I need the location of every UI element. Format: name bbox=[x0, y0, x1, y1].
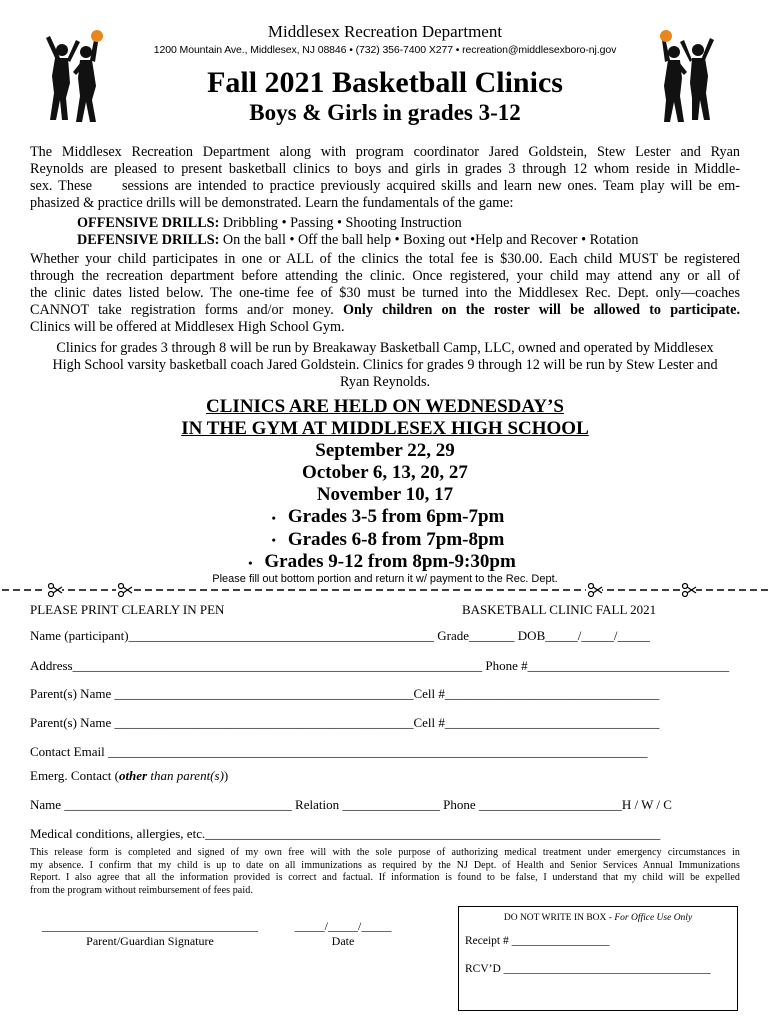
contact-email-field[interactable]: Contact Email ___________________________________________________________________________________ bbox=[30, 744, 648, 759]
date-block bbox=[284, 919, 402, 949]
offensive-label: OFFENSIVE DRILLS: bbox=[77, 215, 220, 231]
release-statement bbox=[30, 847, 740, 897]
intro-paragraph bbox=[30, 144, 740, 212]
grade-row bbox=[6, 529, 770, 552]
emergency-contact-label bbox=[30, 768, 228, 784]
page-title: Fall 2021 Basketball Clinics bbox=[207, 66, 563, 99]
participant-name-field[interactable]: Name (participant)_______________________________________________ Grade_______ DOB_____/_____/_____ bbox=[30, 628, 650, 643]
release-line: from the program without reimbursement of fees paid. bbox=[30, 884, 253, 896]
clinic-info-line: Ryan Reynolds. bbox=[339, 374, 431, 390]
clinic-info-line: High School varsity basketball coach Jared Goldstein. Clinics for grades 9 through 12 will be run by Stew Lester and bbox=[52, 357, 718, 373]
clinic-info bbox=[0, 340, 770, 391]
defensive-drills bbox=[77, 232, 638, 249]
signature-block bbox=[30, 919, 270, 949]
offensive-drills bbox=[77, 215, 638, 232]
emerg-italic: than parent(s) bbox=[147, 768, 224, 783]
grade-row bbox=[6, 506, 770, 529]
date-row: October 6, 13, 20, 27 bbox=[302, 462, 468, 483]
scissors-icon bbox=[680, 583, 696, 597]
emergency-contact-field[interactable]: Name ___________________________________ Relation _______________ Phone ______________________H / W / C bbox=[30, 797, 672, 812]
roster-warning: Only children on the roster will be allowed to participate. bbox=[342, 302, 740, 318]
schedule-location: IN THE GYM AT MIDDLESEX HIGH SCHOOL bbox=[181, 418, 589, 439]
form-title: BASKETBALL CLINIC FALL 2021 bbox=[462, 602, 657, 617]
bullet-icon: • bbox=[271, 533, 276, 548]
fee-line bbox=[30, 302, 740, 319]
department-name: Middlesex Recreation Department bbox=[267, 22, 503, 41]
offensive-text: Dribbling • Passing • Shooting Instruction bbox=[219, 215, 462, 231]
schedule bbox=[0, 396, 770, 574]
defensive-text: On the ball • Off the ball help • Boxing out •Help and Recover • Rotation bbox=[219, 232, 639, 248]
clinic-info-line: Clinics for grades 3 through 8 will be run by Breakaway Basketball Camp, LLC, owned and operated by Middlesex bbox=[56, 340, 714, 356]
date-row: September 22, 29 bbox=[315, 440, 455, 461]
intro-line: The Middlesex Recreation Department along with program coordinator Jared Goldstein, Stew Lester and Ryan bbox=[30, 144, 740, 160]
release-line: This release form is completed and signed of my own free will with the sole purpose of authorizing medical treatment under emergency circumstances in bbox=[30, 847, 740, 858]
grade-text: Grades 9-12 from 8pm-9:30pm bbox=[264, 551, 516, 573]
scissors-icon bbox=[116, 583, 132, 597]
fee-line: Whether your child participates in one or ALL of the clinics the total fee is $30.00. Each child MUST be registered bbox=[30, 251, 740, 267]
fee-line: the clinic dates listed below. The one-time fee of $30 must be turned into the Middlesex Rec. Dept. only—coaches bbox=[30, 285, 740, 301]
emerg-close: ) bbox=[223, 768, 229, 783]
cut-line bbox=[0, 582, 770, 598]
address-field[interactable]: Address_______________________________________________________________ Phone #_______________________________ bbox=[30, 658, 730, 673]
release-line: my absence. I confirm that my child is up to date on all immunizations as required by the NJ Dept. of Health and Senior Services Annual Immunizations bbox=[30, 859, 740, 871]
date-row: November 10, 17 bbox=[316, 484, 454, 505]
rcvd-field[interactable]: RCV’D ____________________________________ bbox=[465, 963, 711, 975]
scissors-icon bbox=[46, 583, 62, 597]
office-use-box bbox=[458, 906, 738, 1011]
signature-line[interactable]: ____________________________________ bbox=[42, 919, 258, 933]
intro-line: sex. These sessions are intended to practice previously acquired skills and learn new ones. Team play will be em- bbox=[30, 178, 740, 194]
department-address: 1200 Mountain Ave., Middlesex, NJ 08846 • (732) 356-7400 X277 • recreation@middlesexboro-nj.gov bbox=[153, 44, 617, 56]
bullet-icon: • bbox=[248, 555, 253, 570]
medical-conditions-field[interactable]: Medical conditions, allergies, etc.______________________________________________________________________ bbox=[30, 826, 661, 841]
parent-name-field-2[interactable]: Parent(s) Name ______________________________________________Cell #_________________________________ bbox=[30, 715, 660, 730]
print-clearly-note: PLEASE PRINT CLEARLY IN PEN bbox=[30, 602, 225, 617]
office-title-plain: DO NOT WRITE IN BOX - bbox=[503, 913, 615, 923]
office-box-title bbox=[459, 913, 737, 923]
page-subtitle: Boys & Girls in grades 3-12 bbox=[249, 100, 521, 125]
intro-line: phasized & practice drills will be demonstrated. Learn the fundamentals of the game: bbox=[30, 195, 514, 211]
drills-list bbox=[77, 215, 638, 249]
date-label: Date bbox=[331, 934, 355, 948]
defensive-label: DEFENSIVE DRILLS: bbox=[77, 232, 220, 248]
intro-line: Reynolds are pleased to present basketball clinics to boys and girls in grades 3 through 12 whom reside in Middle- bbox=[30, 161, 740, 177]
office-title-italic: For Office Use Only bbox=[614, 913, 693, 923]
scissors-icon bbox=[586, 583, 602, 597]
fee-paragraph bbox=[30, 251, 740, 336]
date-line[interactable]: _____/_____/_____ bbox=[294, 919, 392, 933]
release-line: Report. I also agree that all the information provided is correct and factual. If information is found to be false, I understand that my child will be expelled bbox=[30, 872, 740, 883]
fee-text: CANNOT take registration forms and/or money. bbox=[30, 302, 343, 318]
receipt-field[interactable]: Receipt # _________________ bbox=[465, 935, 610, 947]
return-note: Please fill out bottom portion and return it w/ payment to the Rec. Dept. bbox=[212, 573, 558, 585]
bullet-icon: • bbox=[271, 510, 276, 525]
grade-text: Grades 6-8 from 7pm-8pm bbox=[287, 528, 505, 550]
grade-row bbox=[0, 551, 770, 574]
emerg-other: other bbox=[118, 768, 148, 783]
grade-text: Grades 3-5 from 6pm-7pm bbox=[287, 506, 505, 527]
parent-name-field-1[interactable]: Parent(s) Name ______________________________________________Cell #_________________________________ bbox=[30, 686, 660, 701]
signature-label: Parent/Guardian Signature bbox=[86, 934, 214, 948]
fee-line: through the recreation department before attending the clinic. Once registered, your child may attend any or all of bbox=[30, 268, 740, 284]
emerg-label: Emerg. Contact ( bbox=[30, 768, 119, 783]
schedule-heading: CLINICS ARE HELD ON WEDNESDAY’S bbox=[206, 396, 564, 417]
fee-line: Clinics will be offered at Middlesex High School Gym. bbox=[30, 319, 345, 335]
